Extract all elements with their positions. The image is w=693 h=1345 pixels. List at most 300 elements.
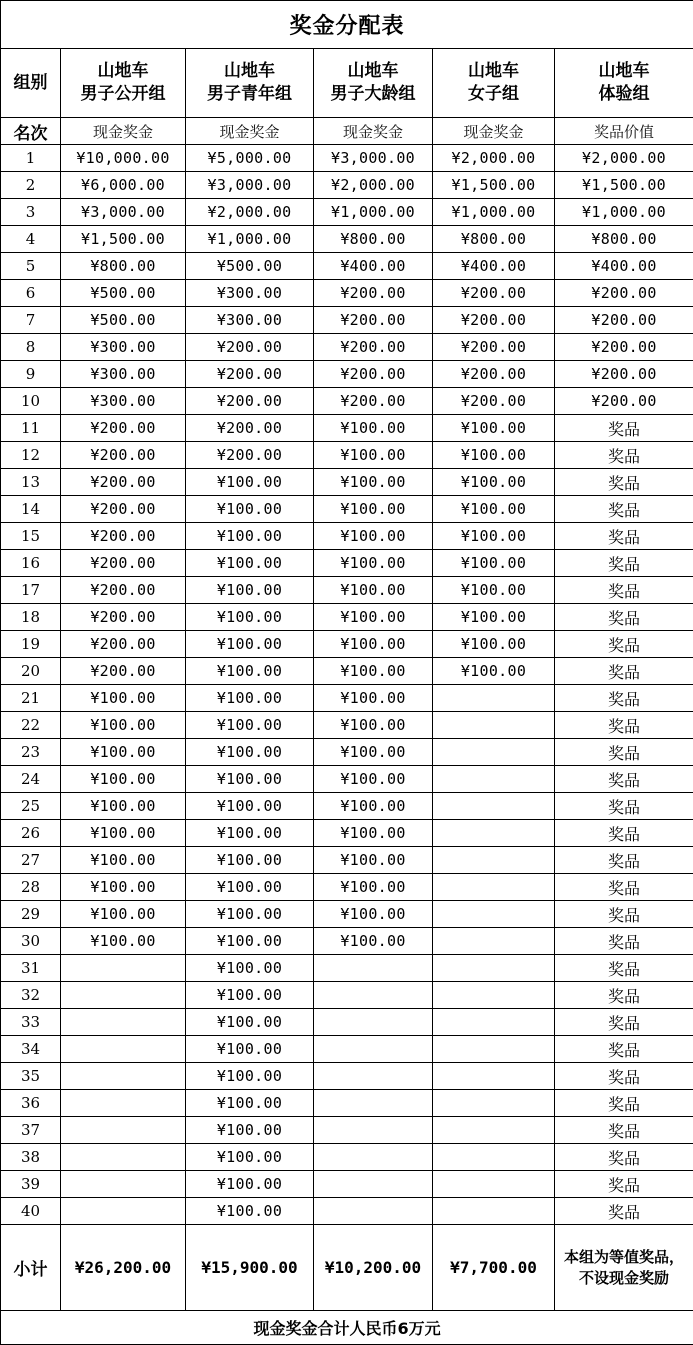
table-row	[1, 901, 693, 928]
sub-label-youth-men: 现金奖金	[186, 118, 314, 145]
table-row	[1, 739, 693, 766]
prize-cell-experience: 奖品	[555, 793, 693, 820]
prize-cell-senior-men	[314, 955, 433, 982]
prize-cell-women: ¥100.00	[433, 550, 555, 577]
prize-cell-experience: 奖品	[555, 766, 693, 793]
table-row	[1, 955, 693, 982]
table-row	[1, 280, 693, 307]
table-row	[1, 415, 693, 442]
prize-cell-senior-men: ¥100.00	[314, 847, 433, 874]
rank-cell: 7	[1, 307, 61, 334]
prize-cell-experience: 奖品	[555, 712, 693, 739]
prize-cell-experience: ¥2,000.00	[555, 145, 693, 172]
table-row	[1, 226, 693, 253]
group-header-row	[1, 49, 693, 118]
prize-cell-senior-men	[314, 1171, 433, 1198]
prize-cell-senior-men: ¥100.00	[314, 496, 433, 523]
sub-label-senior-men: 现金奖金	[314, 118, 433, 145]
prize-cell-youth-men: ¥100.00	[186, 631, 314, 658]
table-row	[1, 199, 693, 226]
prize-cell-open-men: ¥200.00	[61, 577, 186, 604]
prize-cell-senior-men: ¥100.00	[314, 631, 433, 658]
prize-cell-experience: 奖品	[555, 874, 693, 901]
sub-label-open-men: 现金奖金	[61, 118, 186, 145]
prize-cell-open-men: ¥500.00	[61, 280, 186, 307]
prize-cell-women: ¥200.00	[433, 361, 555, 388]
prize-cell-women: ¥200.00	[433, 280, 555, 307]
prize-cell-experience: 奖品	[555, 1117, 693, 1144]
rank-cell: 18	[1, 604, 61, 631]
prize-cell-youth-men: ¥100.00	[186, 793, 314, 820]
prize-cell-senior-men: ¥100.00	[314, 550, 433, 577]
rank-cell: 20	[1, 658, 61, 685]
table-row	[1, 577, 693, 604]
rank-cell: 31	[1, 955, 61, 982]
rank-cell: 3	[1, 199, 61, 226]
prize-cell-experience: 奖品	[555, 739, 693, 766]
prize-cell-women: ¥2,000.00	[433, 145, 555, 172]
table-row	[1, 712, 693, 739]
prize-cell-experience: 奖品	[555, 469, 693, 496]
table-row	[1, 361, 693, 388]
table-row	[1, 928, 693, 955]
group-senior-men: 山地车 男子大龄组	[314, 49, 433, 118]
prize-cell-youth-men: ¥500.00	[186, 253, 314, 280]
prize-cell-women: ¥100.00	[433, 658, 555, 685]
prize-cell-experience: ¥200.00	[555, 307, 693, 334]
prize-cell-senior-men: ¥400.00	[314, 253, 433, 280]
prize-cell-senior-men: ¥100.00	[314, 901, 433, 928]
prize-cell-women	[433, 739, 555, 766]
prize-cell-women	[433, 793, 555, 820]
prize-cell-senior-men: ¥100.00	[314, 658, 433, 685]
subtotal-experience-note: 本组为等值奖品， 不设现金奖励	[555, 1225, 693, 1311]
table-row	[1, 874, 693, 901]
rank-cell: 14	[1, 496, 61, 523]
prize-cell-senior-men: ¥200.00	[314, 280, 433, 307]
subtotal-open-men: ¥26,200.00	[61, 1225, 186, 1311]
rank-cell: 15	[1, 523, 61, 550]
prize-cell-open-men: ¥200.00	[61, 469, 186, 496]
prize-cell-youth-men: ¥100.00	[186, 766, 314, 793]
prize-cell-youth-men: ¥100.00	[186, 1090, 314, 1117]
prize-cell-youth-men: ¥100.00	[186, 685, 314, 712]
prize-cell-senior-men	[314, 1117, 433, 1144]
prize-cell-women: ¥100.00	[433, 469, 555, 496]
prize-cell-women	[433, 1063, 555, 1090]
prize-cell-youth-men: ¥100.00	[186, 847, 314, 874]
prize-cell-open-men: ¥100.00	[61, 847, 186, 874]
prize-cell-youth-men: ¥100.00	[186, 712, 314, 739]
prize-cell-experience: ¥800.00	[555, 226, 693, 253]
prize-cell-open-men: ¥100.00	[61, 820, 186, 847]
prize-cell-senior-men: ¥200.00	[314, 307, 433, 334]
rank-cell: 2	[1, 172, 61, 199]
prize-cell-women: ¥100.00	[433, 604, 555, 631]
prize-cell-experience: ¥400.00	[555, 253, 693, 280]
prize-cell-senior-men	[314, 982, 433, 1009]
rank-cell: 19	[1, 631, 61, 658]
prize-cell-senior-men: ¥2,000.00	[314, 172, 433, 199]
rank-cell: 32	[1, 982, 61, 1009]
prize-cell-senior-men	[314, 1036, 433, 1063]
prize-cell-experience: ¥200.00	[555, 280, 693, 307]
table-row	[1, 1009, 693, 1036]
rank-cell: 34	[1, 1036, 61, 1063]
prize-cell-open-men: ¥200.00	[61, 550, 186, 577]
table-row	[1, 496, 693, 523]
table-row	[1, 820, 693, 847]
rank-cell: 16	[1, 550, 61, 577]
prize-cell-open-men: ¥6,000.00	[61, 172, 186, 199]
prize-cell-experience: 奖品	[555, 604, 693, 631]
prize-cell-senior-men: ¥100.00	[314, 415, 433, 442]
prize-cell-open-men	[61, 1171, 186, 1198]
prize-cell-open-men	[61, 955, 186, 982]
prize-cell-experience: 奖品	[555, 658, 693, 685]
prize-cell-youth-men: ¥100.00	[186, 820, 314, 847]
prize-cell-youth-men: ¥100.00	[186, 1144, 314, 1171]
prize-cell-youth-men: ¥100.00	[186, 604, 314, 631]
prize-cell-open-men: ¥200.00	[61, 631, 186, 658]
prize-cell-youth-men: ¥100.00	[186, 469, 314, 496]
rank-cell: 21	[1, 685, 61, 712]
table-row	[1, 658, 693, 685]
prize-cell-experience: 奖品	[555, 523, 693, 550]
prize-cell-experience: 奖品	[555, 1063, 693, 1090]
prize-cell-open-men	[61, 982, 186, 1009]
prize-cell-youth-men: ¥100.00	[186, 1009, 314, 1036]
prize-cell-experience: 奖品	[555, 847, 693, 874]
table-row	[1, 1171, 693, 1198]
rank-cell: 22	[1, 712, 61, 739]
prize-cell-open-men: ¥100.00	[61, 712, 186, 739]
prize-cell-women	[433, 874, 555, 901]
prize-cell-experience: 奖品	[555, 442, 693, 469]
prize-cell-women: ¥200.00	[433, 307, 555, 334]
prize-cell-senior-men: ¥100.00	[314, 577, 433, 604]
table-title: 奖金分配表	[1, 1, 693, 49]
prize-cell-women: ¥200.00	[433, 334, 555, 361]
rank-cell: 11	[1, 415, 61, 442]
prize-cell-youth-men: ¥100.00	[186, 901, 314, 928]
table-row	[1, 982, 693, 1009]
prize-cell-open-men: ¥100.00	[61, 874, 186, 901]
table-row	[1, 334, 693, 361]
prize-cell-senior-men: ¥100.00	[314, 523, 433, 550]
prize-cell-women	[433, 1171, 555, 1198]
table-row	[1, 847, 693, 874]
group-youth-men: 山地车 男子青年组	[186, 49, 314, 118]
rank-cell: 33	[1, 1009, 61, 1036]
prize-cell-senior-men: ¥100.00	[314, 469, 433, 496]
prize-cell-women	[433, 685, 555, 712]
prize-cell-senior-men: ¥100.00	[314, 766, 433, 793]
table-row	[1, 172, 693, 199]
prize-cell-women: ¥100.00	[433, 631, 555, 658]
prize-cell-youth-men: ¥200.00	[186, 361, 314, 388]
prize-cell-senior-men: ¥100.00	[314, 739, 433, 766]
prize-cell-youth-men: ¥100.00	[186, 550, 314, 577]
table-row	[1, 793, 693, 820]
prize-cell-women	[433, 766, 555, 793]
table-row	[1, 631, 693, 658]
prize-cell-experience: ¥1,500.00	[555, 172, 693, 199]
rank-cell: 5	[1, 253, 61, 280]
prize-cell-open-men: ¥100.00	[61, 685, 186, 712]
prize-cell-senior-men: ¥200.00	[314, 334, 433, 361]
prize-cell-youth-men: ¥200.00	[186, 442, 314, 469]
table-row	[1, 604, 693, 631]
prize-cell-open-men: ¥200.00	[61, 415, 186, 442]
prize-cell-women: ¥800.00	[433, 226, 555, 253]
prize-cell-women: ¥100.00	[433, 523, 555, 550]
rank-cell: 10	[1, 388, 61, 415]
prize-cell-senior-men	[314, 1198, 433, 1225]
table-row	[1, 685, 693, 712]
sub-label-experience: 奖品价值	[555, 118, 693, 145]
prize-cell-open-men: ¥500.00	[61, 307, 186, 334]
prize-cell-experience: 奖品	[555, 1171, 693, 1198]
prize-cell-women: ¥100.00	[433, 577, 555, 604]
prize-cell-youth-men: ¥100.00	[186, 1171, 314, 1198]
prize-cell-open-men	[61, 1144, 186, 1171]
prize-cell-senior-men	[314, 1090, 433, 1117]
prize-cell-open-men: ¥100.00	[61, 739, 186, 766]
prize-cell-experience: 奖品	[555, 1090, 693, 1117]
prize-cell-youth-men: ¥300.00	[186, 307, 314, 334]
prize-cell-experience: 奖品	[555, 928, 693, 955]
prize-cell-experience: 奖品	[555, 685, 693, 712]
prize-cell-women: ¥100.00	[433, 496, 555, 523]
sub-label-women: 现金奖金	[433, 118, 555, 145]
prize-cell-youth-men: ¥200.00	[186, 334, 314, 361]
table-row	[1, 1117, 693, 1144]
prize-cell-senior-men: ¥1,000.00	[314, 199, 433, 226]
prize-cell-open-men: ¥200.00	[61, 523, 186, 550]
prize-cell-open-men	[61, 1117, 186, 1144]
prize-cell-open-men: ¥200.00	[61, 442, 186, 469]
prize-cell-open-men: ¥800.00	[61, 253, 186, 280]
table-row	[1, 1198, 693, 1225]
rank-cell: 9	[1, 361, 61, 388]
prize-cell-youth-men: ¥100.00	[186, 1063, 314, 1090]
prize-cell-open-men: ¥100.00	[61, 793, 186, 820]
prize-cell-women: ¥1,500.00	[433, 172, 555, 199]
prize-cell-senior-men	[314, 1063, 433, 1090]
prize-cell-open-men	[61, 1063, 186, 1090]
prize-cell-experience: ¥1,000.00	[555, 199, 693, 226]
prize-cell-experience: 奖品	[555, 415, 693, 442]
prize-cell-women	[433, 901, 555, 928]
table-row	[1, 1036, 693, 1063]
subtotal-women: ¥7,700.00	[433, 1225, 555, 1311]
prize-cell-women	[433, 955, 555, 982]
prize-cell-senior-men: ¥100.00	[314, 604, 433, 631]
prize-cell-experience: 奖品	[555, 982, 693, 1009]
prize-cell-senior-men: ¥100.00	[314, 928, 433, 955]
prize-cell-open-men: ¥100.00	[61, 901, 186, 928]
prize-cell-experience: 奖品	[555, 550, 693, 577]
table-row	[1, 523, 693, 550]
prize-cell-open-men	[61, 1198, 186, 1225]
prize-cell-senior-men: ¥100.00	[314, 820, 433, 847]
group-open-men: 山地车 男子公开组	[61, 49, 186, 118]
rank-cell: 27	[1, 847, 61, 874]
prize-cell-open-men	[61, 1036, 186, 1063]
prize-cell-youth-men: ¥1,000.00	[186, 226, 314, 253]
prize-cell-open-men: ¥100.00	[61, 928, 186, 955]
prize-cell-women	[433, 1144, 555, 1171]
prize-cell-experience: 奖品	[555, 1144, 693, 1171]
prize-cell-women	[433, 820, 555, 847]
prize-cell-women	[433, 847, 555, 874]
prize-cell-women	[433, 1036, 555, 1063]
prize-cell-senior-men: ¥100.00	[314, 685, 433, 712]
rank-cell: 1	[1, 145, 61, 172]
prize-cell-open-men	[61, 1009, 186, 1036]
prize-cell-experience: 奖品	[555, 901, 693, 928]
group-experience: 山地车 体验组	[555, 49, 693, 118]
prize-cell-open-men: ¥3,000.00	[61, 199, 186, 226]
prize-cell-women	[433, 928, 555, 955]
rank-cell: 13	[1, 469, 61, 496]
rank-cell: 35	[1, 1063, 61, 1090]
prize-cell-experience: 奖品	[555, 1198, 693, 1225]
prize-cell-women: ¥1,000.00	[433, 199, 555, 226]
prize-cell-women	[433, 1090, 555, 1117]
table-row	[1, 307, 693, 334]
prize-cell-senior-men: ¥200.00	[314, 361, 433, 388]
prize-cell-youth-men: ¥5,000.00	[186, 145, 314, 172]
rank-cell: 30	[1, 928, 61, 955]
table-row	[1, 766, 693, 793]
prize-cell-youth-men: ¥100.00	[186, 1117, 314, 1144]
cash-total-footer: 现金奖金合计人民币6万元	[1, 1311, 693, 1345]
prize-cell-senior-men: ¥100.00	[314, 712, 433, 739]
prize-cell-women	[433, 1198, 555, 1225]
prize-cell-open-men	[61, 1090, 186, 1117]
prize-cell-senior-men	[314, 1009, 433, 1036]
prize-cell-women	[433, 1009, 555, 1036]
prize-cell-youth-men: ¥100.00	[186, 874, 314, 901]
prize-cell-youth-men: ¥100.00	[186, 928, 314, 955]
prize-cell-youth-men: ¥100.00	[186, 955, 314, 982]
prize-cell-women	[433, 1117, 555, 1144]
rank-cell: 28	[1, 874, 61, 901]
group-women: 山地车 女子组	[433, 49, 555, 118]
rank-cell: 38	[1, 1144, 61, 1171]
rank-label: 名次	[1, 118, 61, 145]
prize-cell-experience: 奖品	[555, 1009, 693, 1036]
prize-cell-youth-men: ¥200.00	[186, 388, 314, 415]
table-row	[1, 1090, 693, 1117]
prize-cell-open-men: ¥1,500.00	[61, 226, 186, 253]
rank-cell: 6	[1, 280, 61, 307]
table-row	[1, 145, 693, 172]
subtotal-youth-men: ¥15,900.00	[186, 1225, 314, 1311]
prize-cell-youth-men: ¥100.00	[186, 1198, 314, 1225]
prize-cell-open-men: ¥300.00	[61, 334, 186, 361]
prize-cell-experience: ¥200.00	[555, 334, 693, 361]
prize-cell-youth-men: ¥100.00	[186, 739, 314, 766]
prize-cell-youth-men: ¥100.00	[186, 1036, 314, 1063]
table-row	[1, 253, 693, 280]
prize-cell-experience: 奖品	[555, 496, 693, 523]
rank-cell: 23	[1, 739, 61, 766]
prize-cell-senior-men: ¥100.00	[314, 793, 433, 820]
prize-cell-open-men: ¥200.00	[61, 658, 186, 685]
subtotal-row	[1, 1225, 693, 1311]
prize-cell-women	[433, 982, 555, 1009]
prize-cell-senior-men: ¥100.00	[314, 442, 433, 469]
rank-cell: 25	[1, 793, 61, 820]
prize-cell-youth-men: ¥300.00	[186, 280, 314, 307]
table-row	[1, 1144, 693, 1171]
table-row	[1, 1063, 693, 1090]
rank-cell: 26	[1, 820, 61, 847]
rank-cell: 36	[1, 1090, 61, 1117]
prize-cell-women: ¥400.00	[433, 253, 555, 280]
prize-cell-senior-men: ¥3,000.00	[314, 145, 433, 172]
table-row	[1, 388, 693, 415]
prize-cell-women	[433, 712, 555, 739]
table-row	[1, 550, 693, 577]
rank-cell: 17	[1, 577, 61, 604]
prize-cell-senior-men: ¥800.00	[314, 226, 433, 253]
prize-cell-youth-men: ¥200.00	[186, 415, 314, 442]
prize-cell-youth-men: ¥3,000.00	[186, 172, 314, 199]
prize-cell-open-men: ¥300.00	[61, 388, 186, 415]
rank-cell: 37	[1, 1117, 61, 1144]
prize-cell-youth-men: ¥100.00	[186, 523, 314, 550]
prize-cell-experience: 奖品	[555, 1036, 693, 1063]
prize-cell-youth-men: ¥100.00	[186, 982, 314, 1009]
prize-cell-experience: 奖品	[555, 577, 693, 604]
prize-cell-open-men: ¥200.00	[61, 496, 186, 523]
rank-cell: 39	[1, 1171, 61, 1198]
prize-cell-youth-men: ¥100.00	[186, 496, 314, 523]
table-row	[1, 469, 693, 496]
prize-cell-experience: ¥200.00	[555, 388, 693, 415]
group-label: 组别	[1, 49, 61, 118]
rank-cell: 12	[1, 442, 61, 469]
rank-cell: 4	[1, 226, 61, 253]
rank-cell: 24	[1, 766, 61, 793]
prize-cell-women: ¥100.00	[433, 442, 555, 469]
rank-cell: 8	[1, 334, 61, 361]
prize-cell-experience: ¥200.00	[555, 361, 693, 388]
rank-cell: 40	[1, 1198, 61, 1225]
prize-cell-women: ¥100.00	[433, 415, 555, 442]
table-row	[1, 442, 693, 469]
prize-cell-open-men: ¥200.00	[61, 604, 186, 631]
prize-cell-experience: 奖品	[555, 631, 693, 658]
prize-cell-senior-men: ¥200.00	[314, 388, 433, 415]
prize-cell-experience: 奖品	[555, 820, 693, 847]
prize-cell-women: ¥200.00	[433, 388, 555, 415]
prize-cell-open-men: ¥300.00	[61, 361, 186, 388]
subtotal-label: 小计	[1, 1225, 61, 1311]
prize-cell-open-men: ¥10,000.00	[61, 145, 186, 172]
sub-header-row	[1, 118, 693, 145]
rank-cell: 29	[1, 901, 61, 928]
prize-cell-youth-men: ¥100.00	[186, 577, 314, 604]
prize-cell-open-men: ¥100.00	[61, 766, 186, 793]
prize-cell-youth-men: ¥100.00	[186, 658, 314, 685]
subtotal-senior-men: ¥10,200.00	[314, 1225, 433, 1311]
prize-cell-experience: 奖品	[555, 955, 693, 982]
